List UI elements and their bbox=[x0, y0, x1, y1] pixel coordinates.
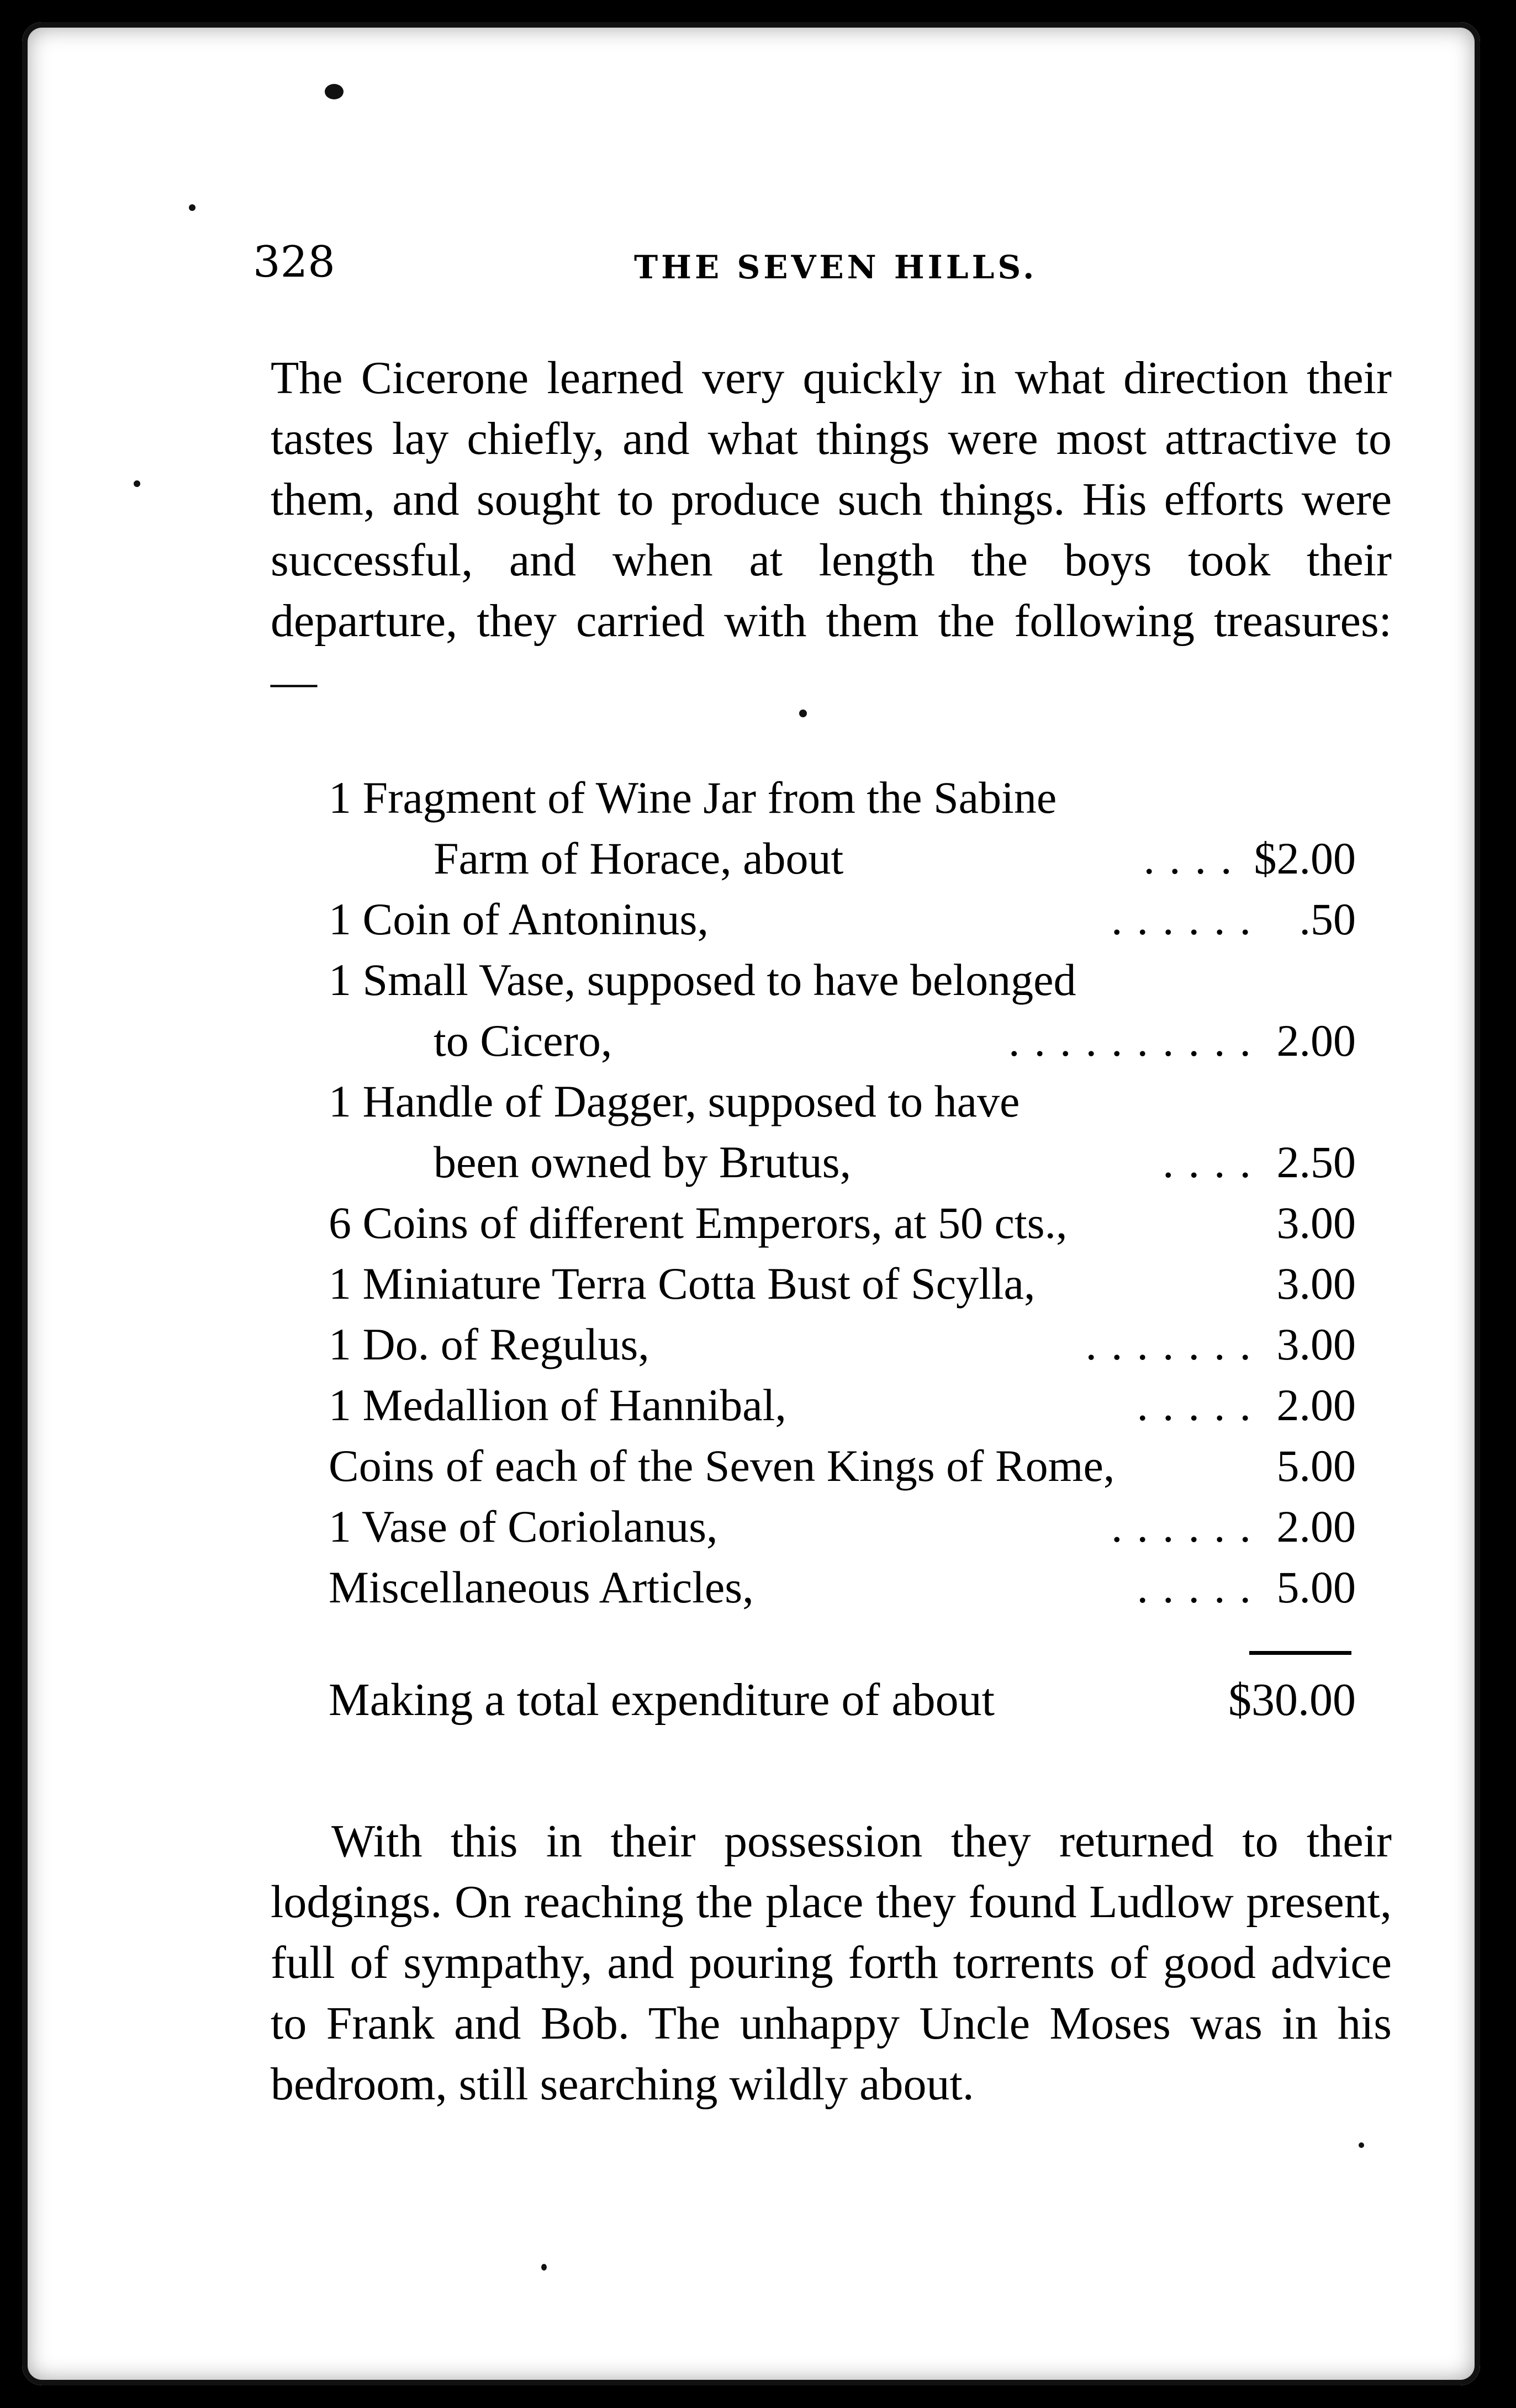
paragraph-intro: The Cicerone learned very quickly in what direction their tastes lay chiefly, and what things were most attractive to them, and sought to produce such things. His efforts were successful, and when at length the boys took their departure, they carried with them the following treasures: — bbox=[271, 352, 1392, 707]
expense-label: 1 Miniature Terra Cotta Bust of Scylla, bbox=[329, 1258, 1036, 1309]
leader-dots: .... bbox=[1143, 833, 1246, 883]
running-head: THE SEVEN HILLS. bbox=[634, 248, 1038, 286]
scan-speck bbox=[1359, 2142, 1364, 2148]
book-page bbox=[22, 22, 1480, 2385]
leader-dots: ....... bbox=[1085, 1319, 1265, 1369]
leader-dots: ..... bbox=[1137, 1562, 1265, 1612]
expense-amount: 5.00 bbox=[1276, 1562, 1356, 1612]
leader-dots: ...... bbox=[1111, 894, 1265, 944]
scan-speck bbox=[134, 480, 140, 487]
expense-row bbox=[329, 950, 1356, 1010]
expense-row bbox=[329, 1436, 1356, 1496]
scan-speck bbox=[325, 84, 344, 99]
scan-speck bbox=[189, 204, 196, 211]
expense-amount: 5.00 bbox=[1276, 1441, 1356, 1491]
expense-row bbox=[329, 1071, 1356, 1132]
expense-label: 1 Medallion of Hannibal, bbox=[329, 1380, 786, 1430]
expense-label: to Cicero, bbox=[434, 1015, 612, 1066]
expense-row bbox=[329, 889, 1356, 950]
total-amount: $30.00 bbox=[1228, 1674, 1356, 1726]
expense-label: 1 Handle of Dagger, supposed to have bbox=[329, 1076, 1020, 1126]
expense-label: 1 Vase of Coriolanus, bbox=[329, 1501, 718, 1552]
expense-amount: 2.00 bbox=[1276, 1501, 1356, 1552]
expense-label: 6 Coins of different Emperors, at 50 cts., bbox=[329, 1198, 1068, 1248]
expense-row bbox=[329, 1010, 1356, 1071]
expense-row bbox=[329, 1314, 1356, 1375]
expense-row bbox=[329, 1496, 1356, 1557]
leader-dots: .......... bbox=[1008, 1015, 1265, 1066]
expense-label: been owned by Brutus, bbox=[434, 1137, 852, 1187]
expense-label: Farm of Horace, about bbox=[434, 833, 844, 883]
page-header bbox=[253, 237, 1402, 304]
expense-row bbox=[329, 1375, 1356, 1436]
expense-label: 1 Small Vase, supposed to have belonged bbox=[329, 955, 1076, 1005]
leader-dots: .... bbox=[1163, 1137, 1265, 1187]
expense-row bbox=[329, 1557, 1356, 1618]
total-label: Making a total expenditure of about bbox=[329, 1674, 995, 1726]
expense-label: 1 Do. of Regulus, bbox=[329, 1319, 649, 1369]
leader-dots: ..... bbox=[1137, 1380, 1265, 1430]
expense-label: Miscellaneous Articles, bbox=[329, 1562, 754, 1612]
expense-amount: 3.00 bbox=[1276, 1198, 1356, 1248]
expense-amount: $2.00 bbox=[1254, 833, 1356, 883]
expense-row bbox=[329, 768, 1356, 828]
expense-amount: 3.00 bbox=[1276, 1258, 1356, 1309]
total-line bbox=[329, 1673, 1356, 1727]
expense-row bbox=[329, 1253, 1356, 1314]
expense-label: 1 Fragment of Wine Jar from the Sabine bbox=[329, 772, 1057, 823]
expense-row bbox=[329, 1193, 1356, 1253]
expense-amount: 3.00 bbox=[1276, 1319, 1356, 1369]
expense-row bbox=[329, 828, 1356, 889]
expense-label: 1 Coin of Antoninus, bbox=[329, 894, 709, 944]
expense-amount: .50 bbox=[1299, 894, 1356, 944]
expense-amount: 2.00 bbox=[1276, 1380, 1356, 1430]
paragraph-closing: With this in their possession they returned to their lodgings. On reaching the place they found Ludlow present, full of sympathy, and pouring forth torrents of good advice to Frank and Bob. The unhappy Uncle Moses was in his bedroom, still searching wildly about. bbox=[271, 1816, 1392, 2110]
expense-row bbox=[329, 1132, 1356, 1193]
total-rule bbox=[1249, 1651, 1351, 1655]
expense-amount: 2.50 bbox=[1276, 1137, 1356, 1187]
scan-speck bbox=[541, 2264, 547, 2271]
expense-label: Coins of each of the Seven Kings of Rome, bbox=[329, 1441, 1115, 1491]
expense-amount: 2.00 bbox=[1276, 1015, 1356, 1066]
page-number: 328 bbox=[253, 237, 335, 287]
expense-list bbox=[329, 768, 1356, 1618]
leader-dots: ...... bbox=[1111, 1501, 1265, 1552]
